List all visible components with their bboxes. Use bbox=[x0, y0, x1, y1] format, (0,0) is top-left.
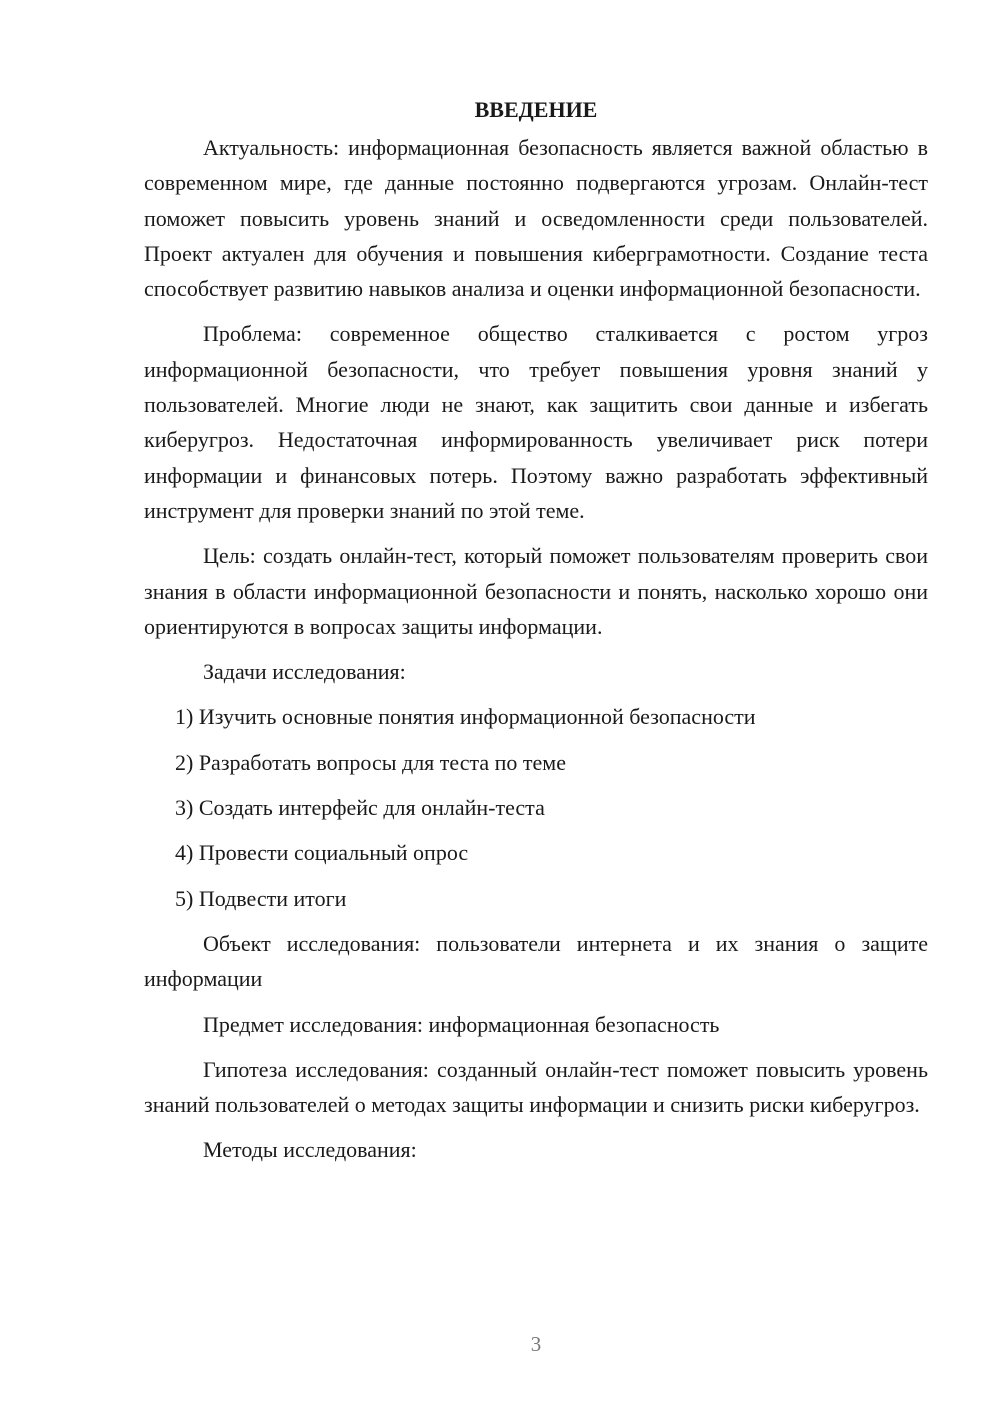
paragraph-goal: Цель: создать онлайн-тест, который поможет пользователям проверить свои знания в области информационной безопасности и понять, насколько хорошо они ориентируются в вопросах защиты информации. bbox=[144, 543, 928, 639]
paragraph-object: Объект исследования: пользователи интернета и их знания о защите информации bbox=[144, 930, 928, 992]
list-item: 4) Провести социальный опрос bbox=[175, 840, 469, 866]
list-item: 3) Создать интерфейс для онлайн-теста bbox=[175, 795, 545, 821]
paragraph-hypothesis: Гипотеза исследования: созданный онлайн-тест поможет повысить уровень знаний пользователей о методах защиты информации и снизить риски киберугроз. bbox=[144, 1056, 928, 1118]
list-item: 2) Разработать вопросы для теста по теме bbox=[175, 749, 566, 775]
page-number: 3 bbox=[530, 1332, 542, 1356]
paragraph-problem: Проблема: современное общество сталкивается с ростом угроз информационной безопасности, что требует повышения уровня знаний у пользователей. Многие люди не знают, как защитить свои данные и избегать киберугроз. Недостаточная информированность увеличивает риск потери информации и финансовых потерь. Поэтому важно разработать эффективный инструмент для проверки знаний по этой теме. bbox=[144, 321, 928, 523]
paragraph-relevance: Актуальность: информационная безопасность является важной областью в современном мире, где данные постоянно подвергаются угрозам. Онлайн-тест поможет повысить уровень знаний и осведомленности среди пользователей. Проект актуален для обучения и повышения киберграмотности. Создание теста способствует развитию навыков анализа и оценки информационной безопасности. bbox=[144, 135, 928, 302]
list-item: 1) Изучить основные понятия информационной безопасности bbox=[175, 704, 756, 730]
list-item: 5) Подвести итоги bbox=[175, 885, 347, 911]
document-page bbox=[144, 92, 928, 1178]
tasks-list bbox=[144, 699, 928, 915]
tasks-heading: Задачи исследования: bbox=[203, 659, 406, 685]
section-title: ВВЕДЕНИЕ bbox=[474, 97, 598, 122]
paragraph-subject: Предмет исследования: информационная безопасность bbox=[203, 1011, 720, 1037]
methods-heading: Методы исследования: bbox=[203, 1137, 417, 1163]
